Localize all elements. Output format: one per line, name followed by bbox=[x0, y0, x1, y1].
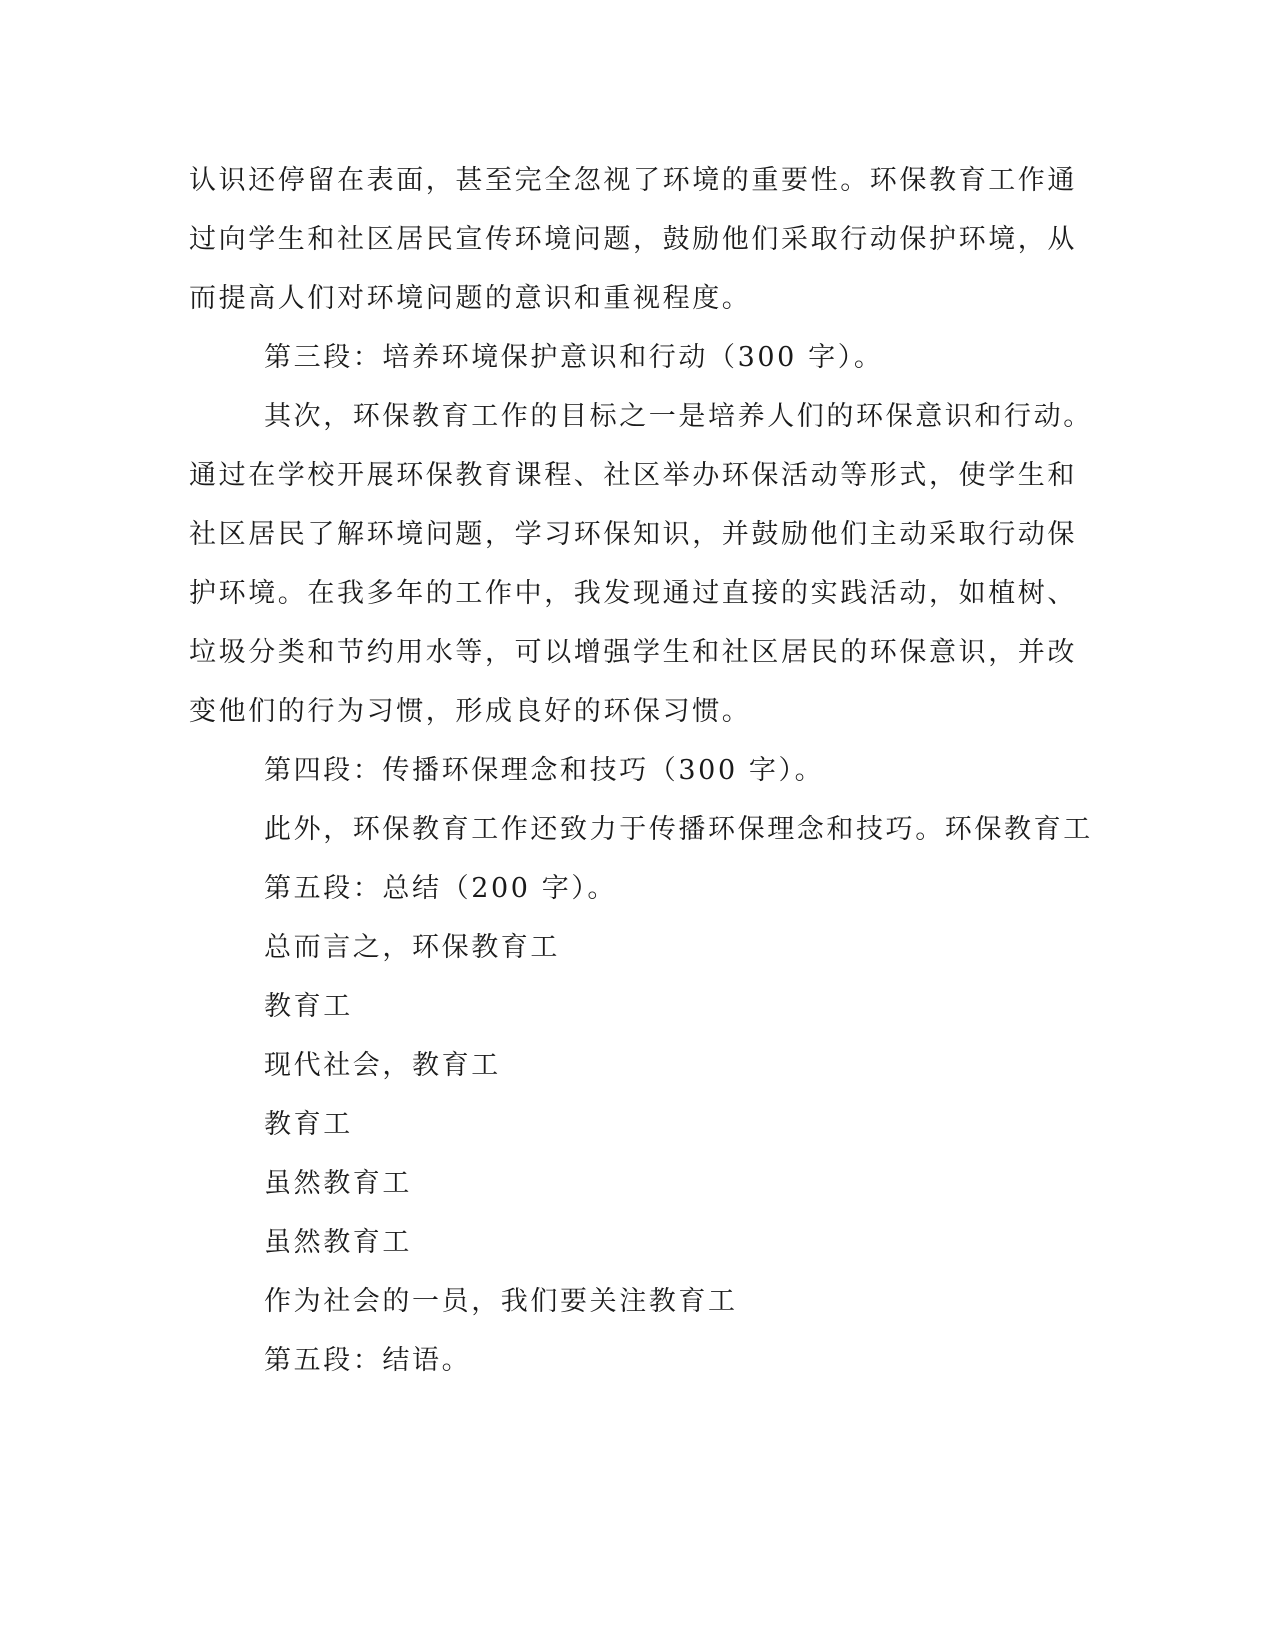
section-heading: 第五段：总结（200 字）。 bbox=[264, 873, 618, 904]
text-line: 认识还停留在表面，甚至完全忽视了环境的重要性。环保教育工作通 bbox=[189, 165, 1077, 196]
section-heading: 第三段：培养环境保护意识和行动（300 字）。 bbox=[264, 342, 884, 373]
text-line: 变他们的行为习惯，形成良好的环保习惯。 bbox=[189, 696, 752, 727]
text-line: 虽然教育工 bbox=[264, 1168, 412, 1199]
text-line: 作为社会的一员，我们要关注教育工 bbox=[264, 1286, 738, 1317]
text-line: 护环境。在我多年的工作中，我发现通过直接的实践活动，如植树、 bbox=[189, 578, 1077, 609]
text-line: 通过在学校开展环保教育课程、社区举办环保活动等形式，使学生和 bbox=[189, 460, 1077, 491]
section-heading: 第四段：传播环保理念和技巧（300 字）。 bbox=[264, 755, 825, 786]
section-heading: 第五段：结语。 bbox=[264, 1345, 472, 1376]
text-line: 而提高人们对环境问题的意识和重视程度。 bbox=[189, 283, 752, 314]
text-line: 此外，环保教育工作还致力于传播环保理念和技巧。环保教育工 bbox=[264, 814, 1093, 845]
text-line: 虽然教育工 bbox=[264, 1227, 412, 1258]
text-line: 现代社会，教育工 bbox=[264, 1050, 501, 1081]
text-line: 垃圾分类和节约用水等，可以增强学生和社区居民的环保意识，并改 bbox=[189, 637, 1077, 668]
text-line: 过向学生和社区居民宣传环境问题，鼓励他们采取行动保护环境，从 bbox=[189, 224, 1077, 255]
text-line: 社区居民了解环境问题，学习环保知识，并鼓励他们主动采取行动保 bbox=[189, 519, 1077, 550]
text-line: 教育工 bbox=[264, 991, 353, 1022]
text-line: 教育工 bbox=[264, 1109, 353, 1140]
text-line: 总而言之，环保教育工 bbox=[264, 932, 560, 963]
text-line: 其次，环保教育工作的目标之一是培养人们的环保意识和行动。 bbox=[264, 401, 1093, 432]
